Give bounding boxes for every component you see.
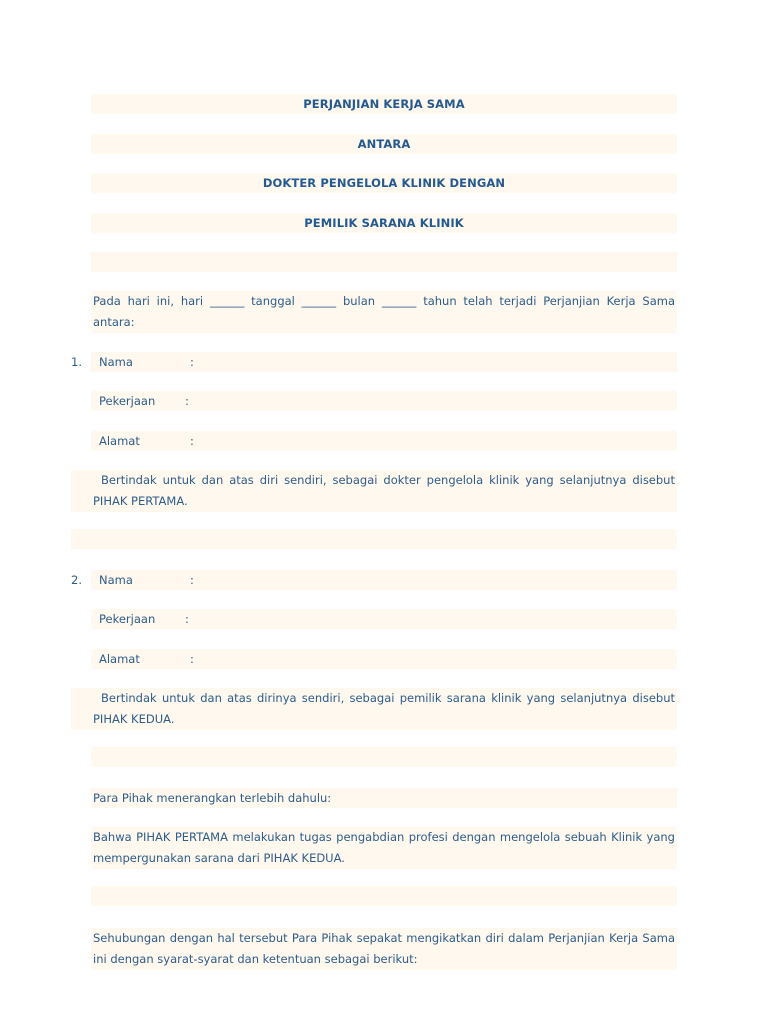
party2-address-colon: : [190, 652, 194, 666]
party1-address-label: Alamat [99, 434, 140, 448]
party1-name-row [91, 352, 677, 372]
title-line-1: PERJANJIAN KERJA SAMA [91, 94, 677, 114]
party2-number: 2. [71, 573, 82, 587]
intro-paragraph: Pada hari ini, hari ______ tanggal ______ bulan ______ tahun telah terjadi Perjanjian Kerja Sama antara: [91, 291, 677, 333]
blank-band [91, 747, 677, 767]
title-line-4: PEMILIK SARANA KLINIK [91, 213, 677, 233]
blank-band [71, 529, 677, 549]
party2-name-label: Nama [99, 573, 133, 587]
party1-statement: Bertindak untuk dan atas diri sendiri, sebagai dokter pengelola klinik yang selanjutnya disebut PIHAK PERTAMA. [71, 470, 677, 512]
title-line-2: ANTARA [91, 134, 677, 154]
party1-job-colon: : [185, 394, 189, 408]
party2-name-row [91, 570, 677, 590]
party2-job-row [91, 609, 677, 629]
party1-job-row [91, 391, 677, 411]
blank-band [91, 252, 677, 272]
party2-job-label: Pekerjaan [99, 612, 156, 626]
party2-address-row [91, 649, 677, 669]
party2-job-colon: : [185, 612, 189, 626]
party1-name-label: Nama [99, 355, 133, 369]
party2-address-label: Alamat [99, 652, 140, 666]
whereas-paragraph: Bahwa PIHAK PERTAMA melakukan tugas pengabdian profesi dengan mengelola sebuah Klinik yang mempergunakan sarana dari PIHAK KEDUA. [91, 827, 677, 869]
party2-statement: Bertindak untuk dan atas dirinya sendiri, sebagai pemilik sarana klinik yang selanjutnya disebut PIHAK KEDUA. [71, 688, 677, 730]
party1-address-colon: : [190, 434, 194, 448]
party2-name-colon: : [190, 573, 194, 587]
blank-band [91, 886, 677, 906]
party1-job-label: Pekerjaan [99, 394, 156, 408]
party1-number: 1. [71, 355, 82, 369]
preamble: Para Pihak menerangkan terlebih dahulu: [91, 788, 677, 808]
party1-name-colon: : [190, 355, 194, 369]
party1-address-row [91, 431, 677, 451]
title-line-3: DOKTER PENGELOLA KLINIK DENGAN [91, 173, 677, 193]
agreement-paragraph: Sehubungan dengan hal tersebut Para Pihak sepakat mengikatkan diri dalam Perjanjian Kerja Sama ini dengan syarat-syarat dan ketentuan sebagai berikut: [91, 928, 677, 970]
